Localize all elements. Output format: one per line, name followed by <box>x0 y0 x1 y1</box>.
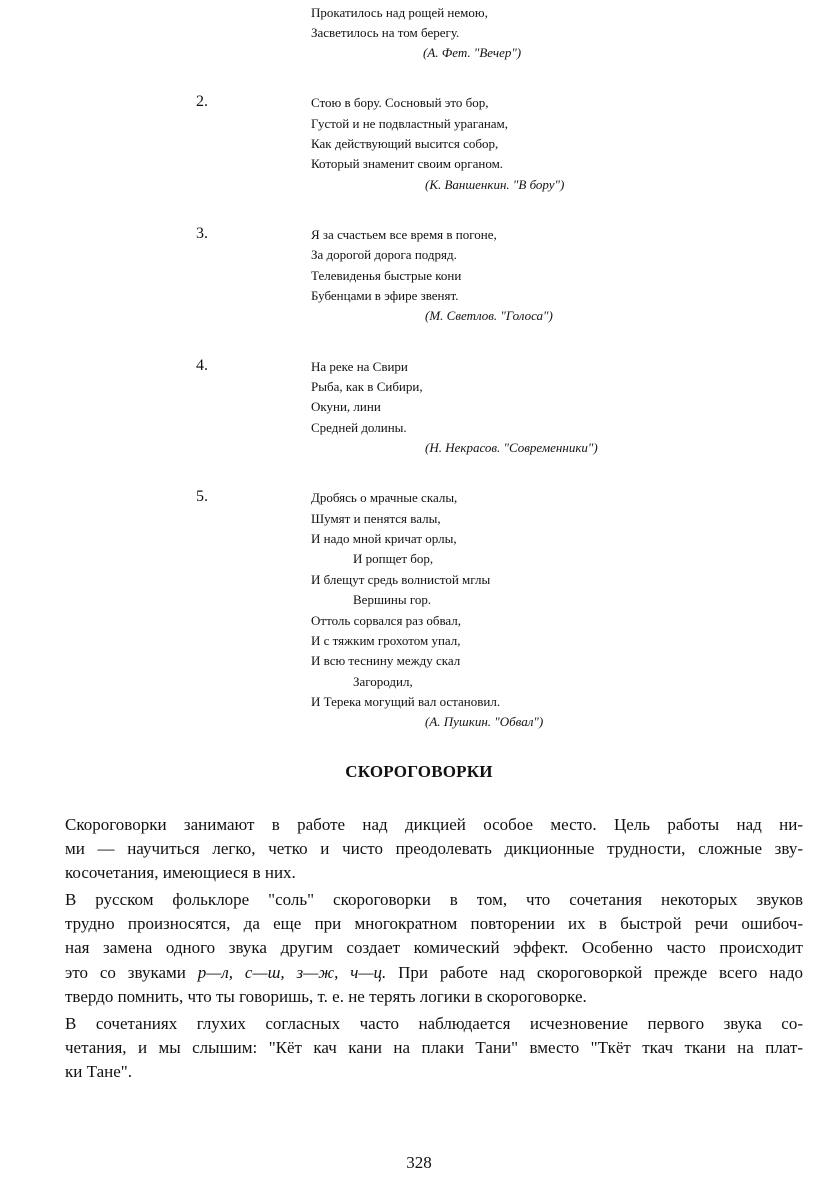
section-heading: СКОРОГОВОРКИ <box>345 762 493 781</box>
poem4-number: 4. <box>196 357 208 374</box>
paragraph-line: В русском фольклоре "соль" скороговорки в том, что сочетания некоторых звуков <box>65 890 803 909</box>
poem5-line: Вершины гор. <box>353 592 432 607</box>
poem5-line: И ропщет бор, <box>353 551 434 566</box>
paragraph-line: четания, и мы слышим: "Кёт кач кани на плаки Тани" вместо "Ткёт ткач ткани на плат- <box>65 1038 803 1057</box>
poem2-line: Стою в бору. Сосновый это бор, <box>311 95 489 110</box>
poem3-line: Бубенцами в эфире звенят. <box>311 288 459 303</box>
page-number: 328 <box>406 1153 432 1172</box>
paragraph-line: трудно произносятся, да еще при многократном повторении их в быстрой речи ошибоч- <box>65 914 803 933</box>
poem2-number: 2. <box>196 93 208 110</box>
poem2-line: Как действующий высится собор, <box>311 136 499 151</box>
poem4-line: На реке на Свири <box>311 359 408 374</box>
poem5-line: Дробясь о мрачные скалы, <box>311 490 458 505</box>
paragraph-line <box>65 961 803 985</box>
paragraph-line: ки Тане". <box>65 1062 132 1081</box>
poem5-line: Загородил, <box>353 674 413 689</box>
paragraph-line: ная замена одного звука другим создает комический эффект. Особенно часто происходит <box>65 938 803 957</box>
poem5-number: 5. <box>196 488 208 505</box>
poem1-attribution: (А. Фет. "Вечер") <box>423 45 522 60</box>
poem1-line: Прокатилось над рощей немою, <box>311 5 488 20</box>
poem5-line: Шумят и пенятся валы, <box>311 511 441 526</box>
poem1-line: Засветилось на том берегу. <box>311 25 460 40</box>
poem5-line: И блещут средь волнистой мглы <box>311 572 491 587</box>
poem2-line: Густой и не подвластный ураганам, <box>311 116 509 131</box>
poem5-line: Оттоль сорвался раз обвал, <box>311 613 462 628</box>
poem4-line: Окуни, лини <box>311 399 381 414</box>
poem3-line: Я за счастьем все время в погоне, <box>311 227 497 242</box>
poem5-attribution: (А. Пушкин. "Обвал") <box>425 714 544 729</box>
poem2-attribution: (К. Ваншенкин. "В бору") <box>425 177 565 192</box>
poem5-line: И с тяжким грохотом упал, <box>311 633 461 648</box>
paragraph-line: твердо помнить, что ты говоришь, т. е. не терять логики в скороговорке. <box>65 987 587 1006</box>
paragraph-line: косочетания, имеющиеся в них. <box>65 863 296 882</box>
paragraph-line: Скороговорки занимают в работе над дикцией особое место. Цель работы над ни- <box>65 815 803 834</box>
poem4-attribution: (Н. Некрасов. "Современники") <box>425 440 598 455</box>
line-prefix: это со звуками <box>65 963 198 982</box>
poem5-line: И всю теснину между скал <box>311 653 461 668</box>
poem3-line: Телевиденья быстрые кони <box>311 268 462 283</box>
paragraph-line: ми — научиться легко, четко и чисто преодолевать дикционные трудности, сложные зву- <box>65 839 803 858</box>
poem4-line: Средней долины. <box>311 420 407 435</box>
poem3-number: 3. <box>196 225 208 242</box>
poem4-line: Рыба, как в Сибири, <box>311 379 423 394</box>
paragraph-line: В сочетаниях глухих согласных часто наблюдается исчезновение первого звука со- <box>65 1014 803 1033</box>
poem5-line: И надо мной кричат орлы, <box>311 531 457 546</box>
line-suffix: При работе над скороговоркой прежде всего надо <box>386 963 803 982</box>
poem5-line: И Терека могущий вал остановил. <box>311 694 501 709</box>
poem2-line: Который знаменит своим органом. <box>311 156 504 171</box>
sound-pairs: р—л, с—ш, з—ж, ч—ц. <box>197 963 387 982</box>
poem3-line: За дорогой дорога подряд. <box>311 247 457 262</box>
poem3-attribution: (М. Светлов. "Голоса") <box>425 308 553 323</box>
